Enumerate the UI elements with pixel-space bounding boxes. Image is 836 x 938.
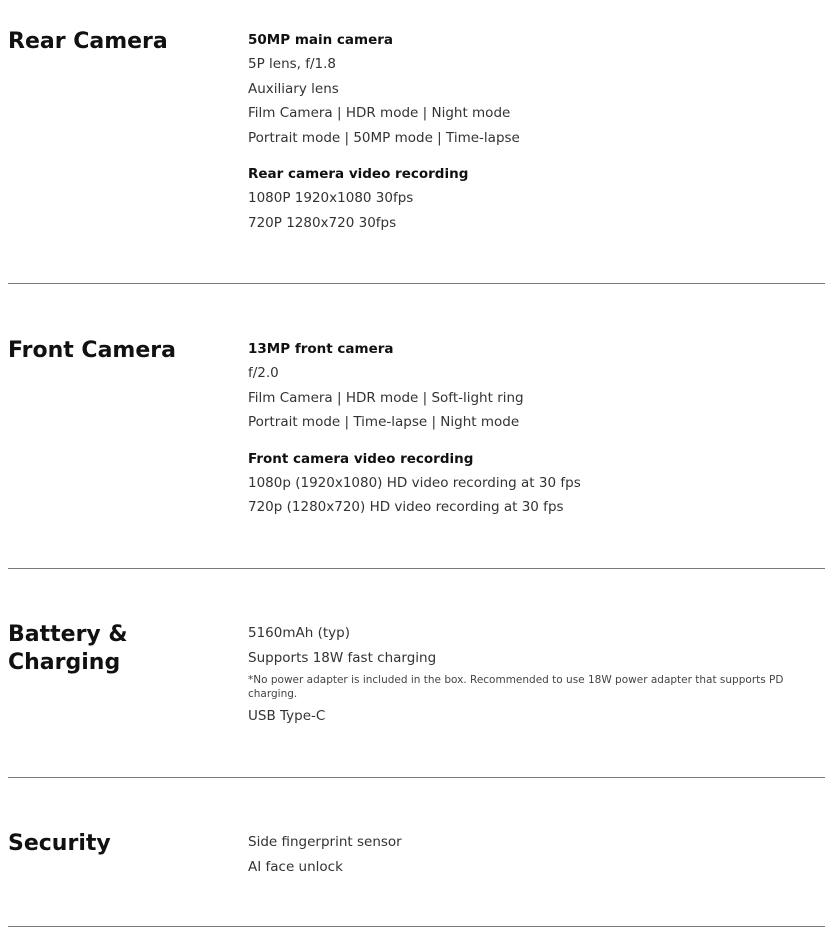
spec-line: 1080p (1920x1080) HD video recording at 30 fps bbox=[248, 474, 581, 491]
section-title-line: Battery & bbox=[8, 622, 128, 647]
spec-line: Film Camera | HDR mode | Soft-light ring bbox=[248, 389, 524, 406]
spec-heading: 13MP front camera bbox=[248, 341, 394, 357]
section-body-battery bbox=[248, 621, 808, 729]
spec-group-front-video bbox=[248, 447, 808, 520]
spec-line: 720P 1280x720 30fps bbox=[248, 214, 397, 231]
spec-group-main-camera bbox=[248, 28, 808, 150]
spec-group-rear-video bbox=[248, 162, 808, 235]
section-title-line: Charging bbox=[8, 650, 121, 675]
section-divider bbox=[8, 283, 825, 284]
section-title-front-camera: Front Camera bbox=[8, 338, 176, 363]
section-title-security: Security bbox=[8, 831, 111, 856]
spec-line: Film Camera | HDR mode | Night mode bbox=[248, 105, 511, 121]
spec-line: 1080P 1920x1080 30fps bbox=[248, 190, 414, 206]
section-title-battery-charging bbox=[8, 621, 208, 677]
spec-line: Portrait mode | Time-lapse | Night mode bbox=[248, 414, 520, 430]
section-body-rear-camera bbox=[248, 28, 808, 235]
spec-line: f/2.0 bbox=[248, 365, 279, 381]
spec-line: 5P lens, f/1.8 bbox=[248, 56, 337, 72]
section-body-security bbox=[248, 830, 808, 879]
port-spec: USB Type-C bbox=[248, 708, 326, 724]
charging-footnote: *No power adapter is included in the box. Recommended to use 18W power adapter that supports PD charging. bbox=[248, 674, 784, 700]
spec-line: AI face unlock bbox=[248, 858, 343, 875]
section-title-rear-camera: Rear Camera bbox=[8, 29, 168, 54]
spec-group-battery bbox=[248, 621, 808, 729]
spec-line: Side fingerprint sensor bbox=[248, 834, 402, 850]
spec-line: Portrait mode | 50MP mode | Time-lapse bbox=[248, 129, 520, 146]
section-divider bbox=[8, 568, 825, 569]
charging-spec: Supports 18W fast charging bbox=[248, 649, 437, 666]
spec-heading: Rear camera video recording bbox=[248, 166, 469, 182]
section-divider bbox=[8, 926, 825, 927]
spec-line: Auxiliary lens bbox=[248, 80, 339, 97]
spec-heading: Front camera video recording bbox=[248, 450, 474, 467]
spec-group-front-camera bbox=[248, 337, 808, 435]
spec-heading: 50MP main camera bbox=[248, 32, 394, 48]
spec-line: 720p (1280x720) HD video recording at 30 fps bbox=[248, 499, 564, 515]
section-divider bbox=[8, 777, 825, 778]
section-body-front-camera bbox=[248, 337, 808, 520]
battery-capacity: 5160mAh (typ) bbox=[248, 625, 350, 641]
spec-group-security bbox=[248, 830, 808, 879]
